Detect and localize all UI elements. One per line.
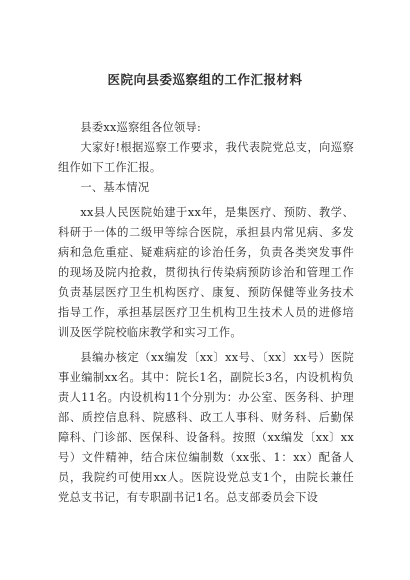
section-heading: 一、基本情况	[80, 181, 150, 194]
body-paragraph: 县编办核定（xx编发〔xx〕xx号、〔xx〕xx号）医院事业编制xx名。其中：院长1名，副院长3名，内设机构负责人11名。内设机构11个分别为：办公室、医务科、护理部、质控信息科、院感科、政工人事科、财务科、后勤保障科、门诊部、医保科、设备科。按照（xx编发〔xx〕xx号）文件精神，结合床位编制数（xx张、1：xx）配备人员，我院约可使用xx人。医院设党总支1个，由院长兼任党总支书记，有专职副书记1名。总支部委员会下设	[58, 351, 354, 504]
intro-paragraph: 大家好!根据巡察工作要求，我代表院党总支，向巡察组作如下工作汇报。	[58, 141, 354, 174]
document-body	[58, 118, 354, 508]
body-paragraph: xx县人民医院始建于xx年，是集医疗、预防、教学、科研于一体的二级甲等综合医院，承担县内常见病、多发病和急危重症、疑难病症的诊治任务，负责各类突发事件的现场及院内抢救，贯彻执行传染病预防诊治和管理工作负责基层医疗卫生机构医疗、康复、预防保健等业务技术指导工作，承担基层医疗卫生机构卫生技术人员的进修培训及医学院校临床教学和实习工作。	[58, 206, 354, 339]
document-title: 医院向县委巡察组的工作汇报材料	[107, 72, 303, 87]
salutation: 县委xx巡察组各位领导:	[80, 121, 202, 134]
